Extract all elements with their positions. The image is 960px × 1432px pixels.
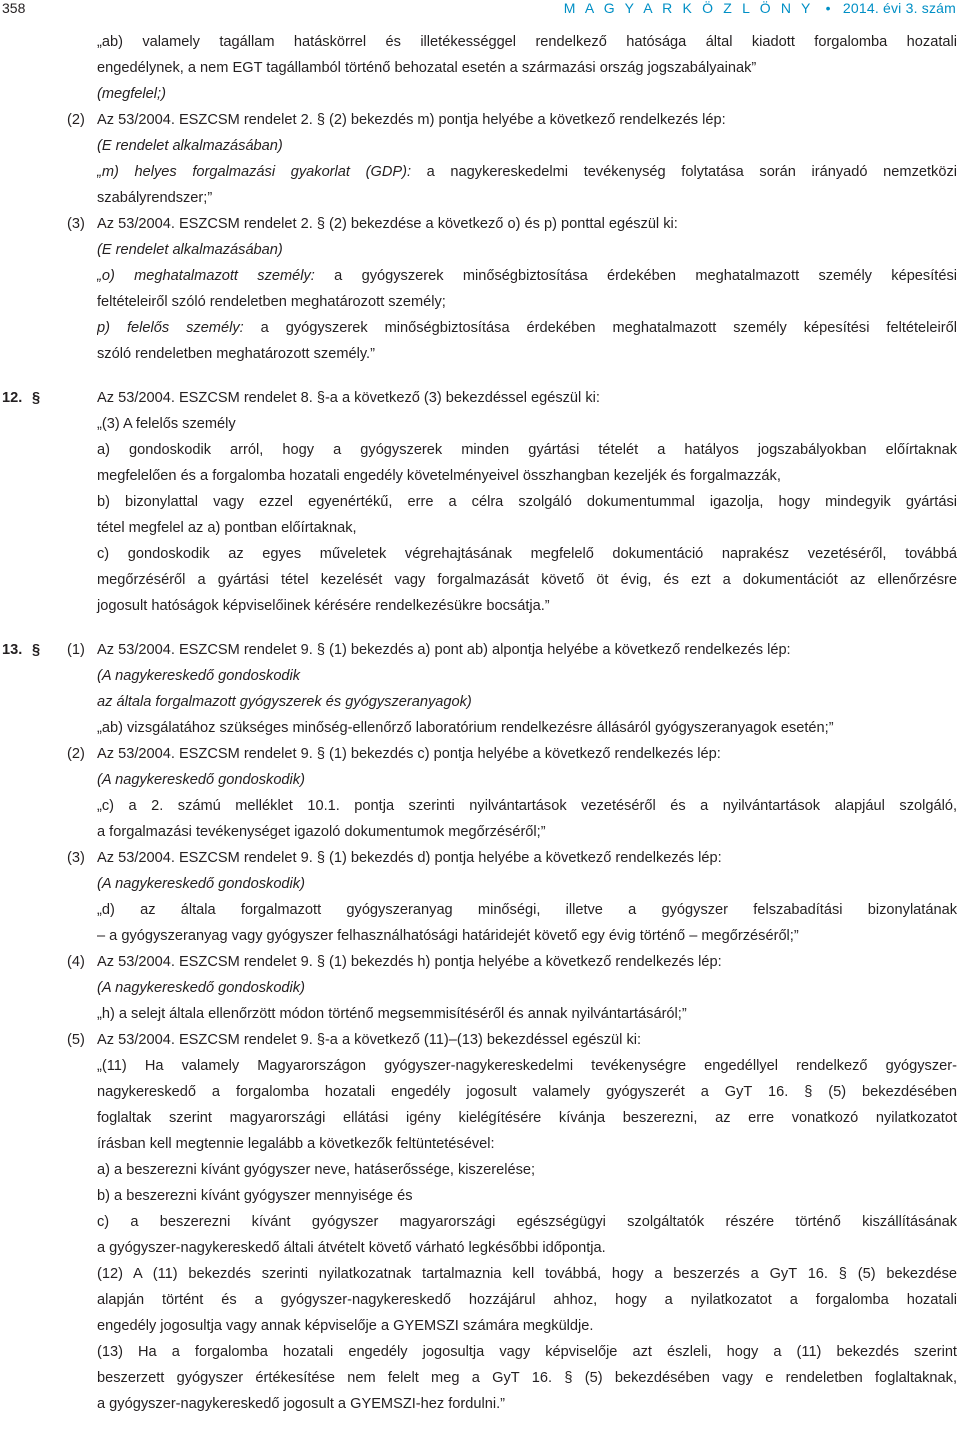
text-line (0, 1365, 960, 1391)
text-line (0, 133, 960, 159)
text-run: beszerzett gyógyszer értékesítése nem felelt meg a GyT 16. § (5) bekezdésében vagy e rendeletben foglaltaknak, (97, 1370, 957, 1386)
page-number: 358 (2, 0, 26, 16)
text-line (0, 1131, 960, 1157)
text-run: jogosult hatóságok képviselőinek kérésére rendelkezésükre bocsátja.” (97, 598, 550, 614)
journal-info (564, 0, 956, 16)
text-line (0, 689, 960, 715)
text-run: (A nagykereskedő gondoskodik (97, 668, 301, 684)
text-run: Az 53/2004. ESZCSM rendelet 9. § (1) bekezdés c) pontja helyébe a következő rendelkezés lép: (97, 746, 721, 762)
paragraph-number: (3) (67, 216, 85, 232)
text-line (0, 975, 960, 1001)
text-run: „(3) A felelős személy (97, 416, 236, 432)
text-line (0, 741, 960, 767)
paragraph-number: (2) (67, 112, 85, 128)
text-run: alapján történt és a gyógyszer-nagykereskedő hozzájárul ahhoz, hogy a nyilatkozatot a forgalomba hozatali (97, 1292, 957, 1308)
header-separator: • (825, 0, 831, 16)
text-line (0, 263, 960, 289)
text-line (0, 107, 960, 133)
text-line (0, 793, 960, 819)
italic-term: „m) helyes forgalmazási gyakorlat (GDP): (97, 164, 412, 180)
text-line (0, 767, 960, 793)
text-run: (E rendelet alkalmazásában) (97, 138, 283, 154)
text-run: nagykereskedő a forgalomba hozatali engedély jogosult valamely gyógyszerét a GyT 16. § (5) bekezdésében (97, 1084, 957, 1100)
text-run: Az 53/2004. ESZCSM rendelet 8. §-a a következő (3) bekezdéssel egészül ki: (97, 390, 600, 406)
italic-term: „o) meghatalmazott személy: (97, 268, 315, 284)
text-line (0, 341, 960, 367)
text-line (0, 663, 960, 689)
text-run: (12) A (11) bekezdés szerinti nyilatkozatnak tartalmaznia kell továbbá, hogy a beszerzés a GyT 16. § (5) bekezdése (97, 1266, 957, 1282)
text-run: b) bizonylattal vagy ezzel egyenértékű, erre a célra szolgáló dokumentummal igazolja, hogy mindegyik gyártási (97, 494, 957, 510)
text-run: megőrzéséről a gyártási tétel kezelését vagy forgalmazását követő öt évig, és ezt a dokumentációt az ellenőrzésre (97, 572, 957, 588)
text-line (0, 923, 960, 949)
text-run: a) a beszerezni kívánt gyógyszer neve, hatáserőssége, kiszerelése; (97, 1162, 536, 1178)
section-number: 12. (2, 390, 23, 406)
text-run: „d) az általa forgalmazott gyógyszeranyag minőségi, illetve a gyógyszer felszabadítási bizonylatának (97, 902, 957, 918)
text-line (0, 185, 960, 211)
text-line (0, 871, 960, 897)
text-line (0, 385, 960, 411)
text-line (0, 1079, 960, 1105)
text-line (0, 1261, 960, 1287)
text-run: megfelelően és a forgalomba hozatali engedély követelményeivel összhangban kezeljék és forgalmazzák, (97, 468, 781, 484)
text-line (0, 411, 960, 437)
text-run: „h) a selejt általa ellenőrzött módon történő megsemmisítéséről és annak nyilvántartásáról;” (97, 1006, 687, 1022)
text-line (0, 715, 960, 741)
text-run (97, 263, 957, 289)
text-run: c) a beszerezni kívánt gyógyszer magyarországi egészségügyi szolgáltatók részére történő kiszállításának (97, 1214, 957, 1230)
text-line (0, 463, 960, 489)
paragraph-number: (1) (67, 642, 85, 658)
text-line (0, 29, 960, 55)
text-line (0, 819, 960, 845)
text-run: – a gyógyszeranyag vagy gyógyszer felhasználhatósági határidejét követő egy évig történő – megőrzéséről;” (97, 928, 799, 944)
text-run: feltételeiről szóló rendeletben meghatározott személy; (97, 294, 446, 310)
text-line (0, 159, 960, 185)
text-line (0, 637, 960, 663)
text-line (0, 593, 960, 619)
text-run: a gyógyszer-nagykereskedő jogosult a GYEMSZI-hez fordulni.” (97, 1396, 506, 1412)
paragraph-number: (2) (67, 746, 85, 762)
section-sign: § (32, 642, 41, 658)
text-run: Az 53/2004. ESZCSM rendelet 2. § (2) bekezdése a következő o) és p) ponttal egészül ki: (97, 216, 678, 232)
text-run: Az 53/2004. ESZCSM rendelet 9. § (1) bekezdés d) pontja helyébe a következő rendelkezés lép: (97, 850, 722, 866)
text-line (0, 1001, 960, 1027)
text-run (97, 159, 957, 185)
text-run: (A nagykereskedő gondoskodik) (97, 876, 305, 892)
text-line (0, 237, 960, 263)
text-run: engedély jogosultja vagy annak képviselője a GYEMSZI számára megküldje. (97, 1318, 594, 1334)
paragraph-number: (4) (67, 954, 85, 970)
text-line (0, 567, 960, 593)
text-run: az általa forgalmazott gyógyszerek és gyógyszeranyagok) (97, 694, 472, 710)
text-run: a) gondoskodik arról, hogy a gyógyszerek minden gyártási tételét a hatályos jogszabályokban előírtaknak (97, 442, 957, 458)
text-line (0, 489, 960, 515)
text-run: „(11) Ha valamely Magyarországon gyógyszer-nagykereskedelmi tevékenységre engedéllyel rendelkező gyógyszer- (97, 1058, 957, 1074)
text-run: „ab) vizsgálatához szükséges minőség-ellenőrző laboratórium rendelkezésre állásáról gyógyszeranyagok esetén;” (97, 720, 834, 736)
text-run: b) a beszerezni kívánt gyógyszer mennyisége és (97, 1188, 413, 1204)
text-run (97, 315, 957, 341)
text-line (0, 1183, 960, 1209)
journal-title: M A G Y A R K Ö Z L Ö N Y (563, 0, 814, 16)
text-run: (A nagykereskedő gondoskodik) (97, 772, 305, 788)
text-line (0, 897, 960, 923)
text-line (0, 1209, 960, 1235)
text-line (0, 1391, 960, 1417)
section-sign: § (32, 390, 41, 406)
text-run: (A nagykereskedő gondoskodik) (97, 980, 305, 996)
text-run: (E rendelet alkalmazásában) (97, 242, 283, 258)
text-line (0, 1105, 960, 1131)
text-line (0, 845, 960, 871)
text-line (0, 1287, 960, 1313)
text-run: Az 53/2004. ESZCSM rendelet 9. §-a a következő (11)–(13) bekezdéssel egészül ki: (97, 1032, 642, 1048)
text-line (0, 1053, 960, 1079)
text-run: írásban kell megtennie legalább a következők feltüntetésével: (97, 1136, 495, 1152)
text-run: engedélynek, a nem EGT tagállamból történő behozatal esetén a származási ország jogszabályainak” (97, 60, 757, 76)
text-run: a forgalmazási tevékenységet igazoló dokumentumok megőrzéséről;” (97, 824, 546, 840)
text-run: „c) a 2. számú melléklet 10.1. pontja szerinti nyilvántartások vezetéséről és a nyilvántartások alapjául szolgáló, (97, 798, 957, 814)
text-run: Az 53/2004. ESZCSM rendelet 9. § (1) bekezdés a) pont ab) alpontja helyébe a következő rendelkezés lép: (97, 642, 791, 658)
text-run: szabályrendszer;” (97, 190, 213, 206)
text-run: (megfelel;) (97, 86, 166, 102)
text-rest: a gyógyszerek minőségbiztosítása érdekében meghatalmazott személy képesítési feltételeiről (243, 320, 957, 336)
text-line (0, 315, 960, 341)
paragraph-number: (5) (67, 1032, 85, 1048)
text-line (0, 1027, 960, 1053)
text-line (0, 515, 960, 541)
text-run: a gyógyszer-nagykereskedő általi átvételt követő várható legkésőbbi időpontja. (97, 1240, 606, 1256)
text-line (0, 437, 960, 463)
issue-label: 2014. évi 3. szám (842, 0, 956, 16)
italic-term: p) felelős személy: (97, 320, 244, 336)
text-run: Az 53/2004. ESZCSM rendelet 2. § (2) bekezdés m) pontja helyébe a következő rendelkezés lép: (97, 112, 726, 128)
page-header (0, 0, 960, 20)
text-line (0, 81, 960, 107)
text-rest: a gyógyszerek minőségbiztosítása érdekében meghatalmazott személy képesítési (314, 268, 957, 284)
text-rest: a nagykereskedelmi tevékenység folytatása során irányadó nemzetközi (411, 164, 957, 180)
text-run: szóló rendeletben meghatározott személy.” (97, 346, 375, 362)
text-run: foglaltak szerint magyarországi ellátási igény kielégítésére kívánja beszerezni, az erre vonatkozó nyilatkozatot (97, 1110, 957, 1126)
paragraph-number: (3) (67, 850, 85, 866)
text-line (0, 1313, 960, 1339)
text-line (0, 1157, 960, 1183)
text-line (0, 949, 960, 975)
text-run: Az 53/2004. ESZCSM rendelet 9. § (1) bekezdés h) pontja helyébe a következő rendelkezés lép: (97, 954, 722, 970)
text-line (0, 1235, 960, 1261)
text-run: (13) Ha a forgalomba hozatali engedély jogosultja vagy képviselője azt észleli, hogy a (11) bekezdés szerint (97, 1344, 957, 1360)
section-number: 13. (2, 642, 23, 658)
text-run: tétel megfelel az a) pontban előírtaknak, (97, 520, 357, 536)
text-run: c) gondoskodik az egyes műveletek végrehajtásának megfelelő dokumentáció naprakész vezetéséről, továbbá (97, 546, 957, 562)
text-line (0, 1339, 960, 1365)
text-line (0, 289, 960, 315)
text-line (0, 211, 960, 237)
text-run: „ab) valamely tagállam hatáskörrel és illetékességgel rendelkező hatósága által kiadott forgalomba hozatali (97, 34, 957, 50)
text-line (0, 541, 960, 567)
text-line (0, 55, 960, 81)
